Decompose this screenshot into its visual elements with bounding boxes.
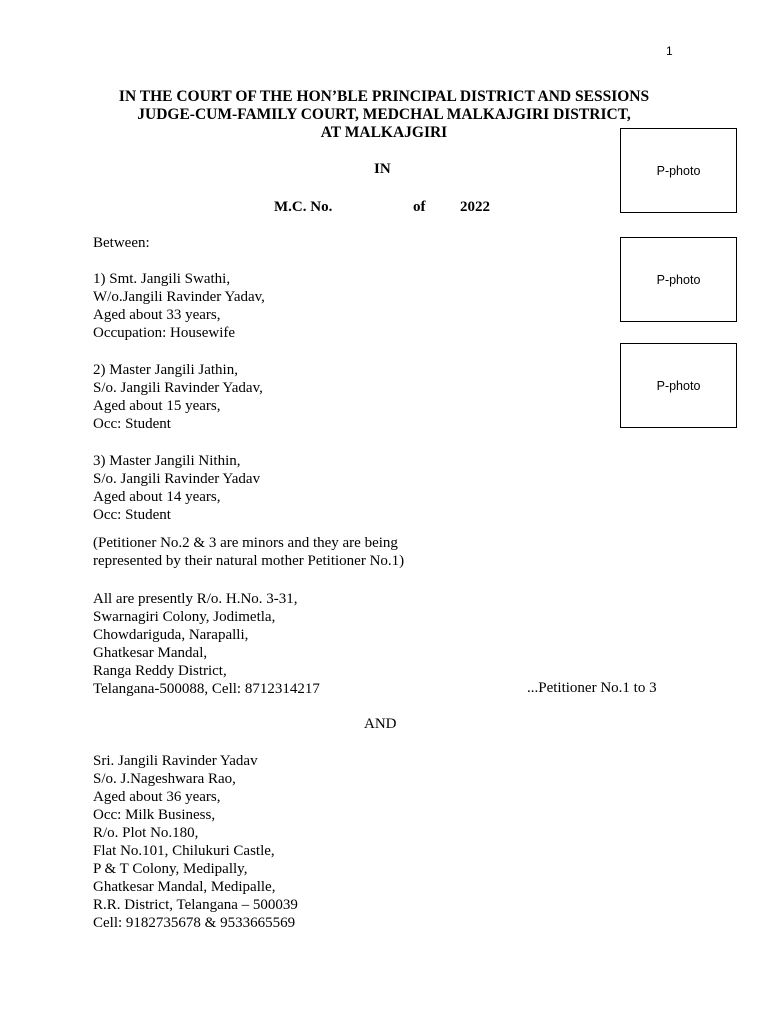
court-title-line: AT MALKAJGIRI (320, 124, 448, 141)
petitioner-3: 3) Master Jangili Nithin, S/o. Jangili Ravinder Yadav Aged about 14 years, Occ: Student (93, 453, 261, 523)
petitioner-1: 1) Smt. Jangili Swathi, W/o.Jangili Ravinder Yadav, Aged about 33 years, Occupation: Housewife (93, 271, 265, 341)
photo-placeholder-1 (620, 128, 737, 213)
respondent: Sri. Jangili Ravinder Yadav S/o. J.Nageshwara Rao, Aged about 36 years, Occ: Milk Business, R/o. Plot No.180, Flat No.101, Chilukuri Castle, P & T Colony, Medipally, Ghatkesar Mandal, Medipalle, R.R. District, Telangana – 500039 Cell: 9182735678 & 9533665569 (93, 753, 298, 931)
minor-note: (Petitioner No.2 & 3 are minors and they are being represented by their natural mother Petitioner No.1) (93, 535, 405, 569)
petitioner-address: All are presently R/o. H.No. 3-31, Swarnagiri Colony, Jodimetla, Chowdariguda, Narapalli, Ghatkesar Mandal, Ranga Reddy District, Telangana-500088, Cell: 8712314217 (93, 591, 320, 697)
court-title (84, 88, 684, 142)
case-of: of (413, 199, 426, 215)
photo-label: P-photo (656, 378, 701, 393)
between-label: Between: (93, 235, 150, 251)
petitioner-tag: ...Petitioner No.1 to 3 (527, 680, 657, 696)
and-label: AND (364, 716, 397, 732)
in-label: IN (374, 161, 391, 177)
case-year: 2022 (460, 199, 490, 215)
photo-label: P-photo (656, 272, 701, 287)
photo-placeholder-3 (620, 343, 737, 428)
case-prefix: M.C. No. (274, 199, 333, 215)
photo-label: P-photo (656, 163, 701, 178)
photo-placeholder-2 (620, 237, 737, 322)
court-title-line: IN THE COURT OF THE HON’BLE PRINCIPAL DISTRICT AND SESSIONS (118, 88, 650, 105)
petitioner-2: 2) Master Jangili Jathin, S/o. Jangili Ravinder Yadav, Aged about 15 years, Occ: Student (93, 362, 263, 432)
page-number: 1 (666, 44, 673, 58)
court-title-line: JUDGE-CUM-FAMILY COURT, MEDCHAL MALKAJGIRI DISTRICT, (137, 106, 631, 123)
